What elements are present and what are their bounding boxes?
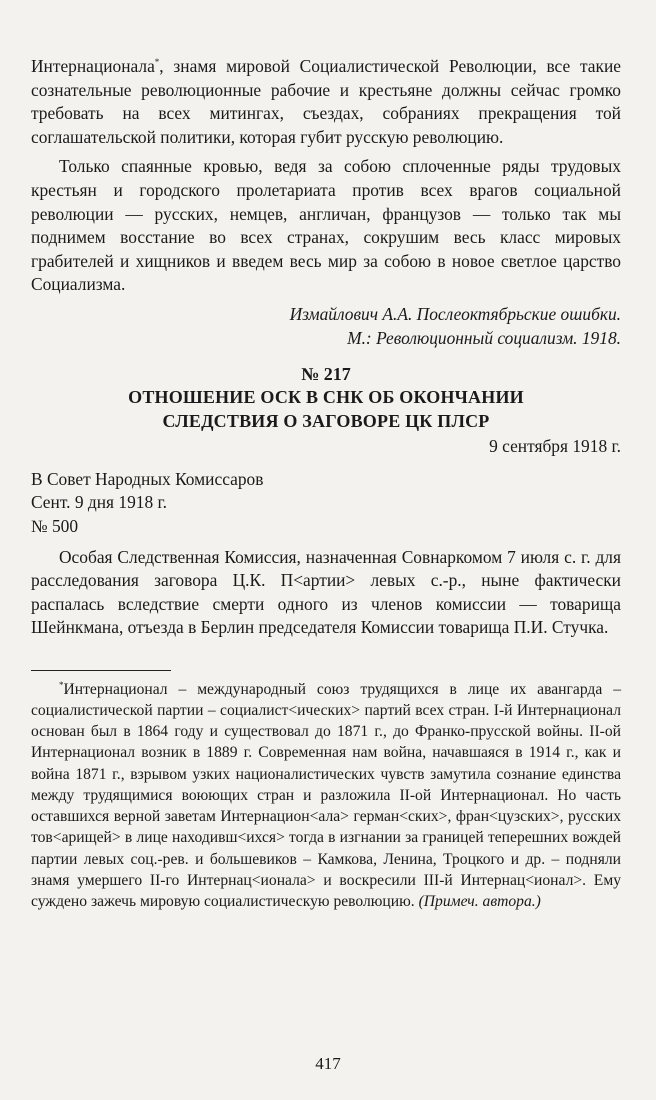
page-number: 417	[315, 1054, 341, 1073]
document-title-line-2: СЛЕДСТВИЯ О ЗАГОВОРЕ ЦК ПЛСР	[162, 410, 490, 431]
source-line-1: Измайлович А.А. Послеоктябрьские ошибки.	[289, 303, 621, 324]
address-line: № 500	[31, 515, 79, 536]
address-block	[31, 468, 621, 539]
footnote-divider	[31, 670, 171, 671]
footnote	[31, 679, 621, 912]
footnote-author-note: (Примеч. автора.)	[418, 892, 541, 910]
document-number: № 217	[301, 364, 351, 385]
document-title-line-1: ОТНОШЕНИЕ ОСК В СНК ОБ ОКОНЧАНИИ	[128, 387, 524, 408]
document-date: 9 сентября 1918 г.	[489, 436, 621, 457]
source-citation	[31, 303, 621, 350]
address-line: Сент. 9 дня 1918 г.	[31, 492, 168, 513]
paragraph-text: , знамя мировой Социалистической Революции, все такие сознательные революционные рабочие и крестьяне должны сейчас громко требовать на всех митингах, съездах, собраниях прекращения той соглашательской политики, которая губит русскую революцию.	[31, 56, 621, 147]
footnote-mark: *	[59, 679, 64, 690]
page-body	[31, 55, 621, 912]
footnote-reference: *	[154, 57, 160, 68]
paragraph-text: Интернационала	[31, 56, 155, 76]
footnote-text: Интернационал – международный союз трудящихся в лице их авангарда – социалистической партии – социалист<ических> партий всех стран. I-й Интернационал основан был в 1864 году и существовал до 1871 г., до Франко-прусской войны. II-ой Интернационал возник в 1889 г. Современная нам война, начавшаяся в 1914 г., как и война 1871 г., взрывом узких националистических чувств замутила сознание единства между трудящимися воюющих стран и разложила II-ой Интернационал. Но часть оставшихся верной заветам Интернацион<ала> герман<ских>, фран<цузских>, русских тов<арищей> в лице находивш<ихся> тогда в изгнании за границей теперешних вождей партии левых соц.-рев. и большевиков – Камкова, Ленина, Троцкого и др. – подняли знамя умершего II-го Интернац<ионала> и воскресили III-й Интернац<ионал>. Ему суждено зажечь мировую социалистическую революцию.	[31, 680, 621, 910]
address-line: В Совет Народных Комиссаров	[31, 468, 264, 489]
source-line-2: М.: Революционный социализм. 1918.	[347, 327, 621, 348]
document-body: Особая Следственная Комиссия, назначенная Совнаркомом 7 июля с. г. для расследования заговора Ц.К. П<артии> левых с.-р., ныне фактически распалась вследствие смерти одного из членов комиссии — товарища Шейнкмана, отъезда в Берлин председателя Комиссии товарища П.И. Стучка.	[31, 546, 621, 638]
closing-paragraph: Только спаянные кровью, ведя за собою сплоченные ряды трудовых крестьян и городского пролетариата против всех врагов социальной революции — русских, немцев, англичан, французов — только так мы поднимем восстание во всех странах, сокрушим весь класс мировых грабителей и хищников и введем весь мир за собою в новое светлое царство Социализма.	[31, 156, 621, 295]
continuation-paragraph	[31, 55, 621, 149]
